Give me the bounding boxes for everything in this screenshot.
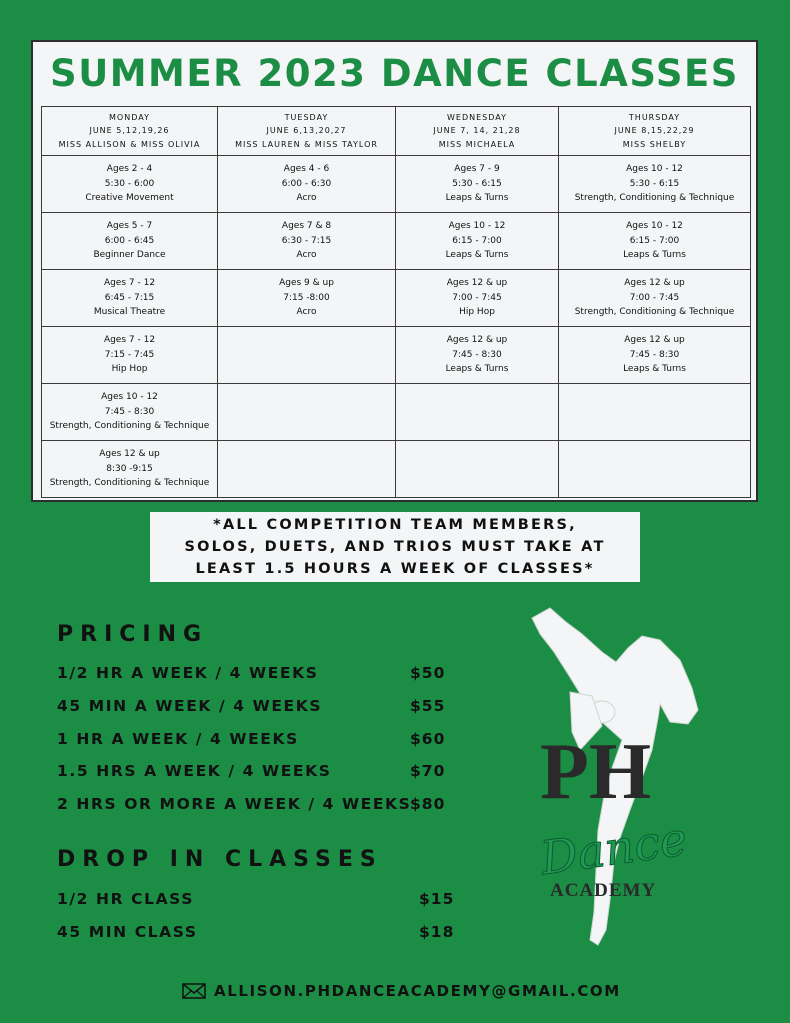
day-header-wednesday: WEDNESDAY JUNE 7, 14, 21,28 MISS MICHAELA: [396, 107, 559, 156]
contact-email[interactable]: ALLISON.PHDANCEACADEMY@GMAIL.COM: [214, 982, 621, 1000]
class-class: Hip Hop: [111, 364, 148, 375]
class-ages: Ages 12 & up: [99, 449, 160, 460]
class-time: 7:00 - 7:45: [452, 292, 502, 303]
class-cell: [42, 327, 218, 384]
day-header-tuesday: TUESDAY JUNE 6,13,20,27 MISS LAUREN & MISS TAYLOR: [218, 107, 396, 156]
class-time: 6:45 - 7:15: [104, 292, 155, 303]
class-time: 7:45 - 8:30: [452, 349, 502, 360]
class-time: 6:30 - 7:15: [281, 235, 332, 246]
price-amount: $80: [410, 795, 446, 813]
drop-in-label: 1/2 HR CLASS: [57, 890, 195, 908]
class-class: Leaps & Turns: [623, 364, 686, 375]
schedule-row: [42, 384, 751, 441]
class-class: Leaps & Turns: [623, 250, 686, 261]
price-amount: $55: [410, 697, 446, 715]
class-class: Hip Hop: [459, 307, 495, 318]
price-label: 1.5 HRS A WEEK / 4 WEEKS: [57, 762, 332, 780]
class-cell: [396, 213, 559, 270]
class-ages: Ages 10 - 12: [626, 221, 683, 232]
class-cell: [396, 441, 559, 498]
class-class: Strength, Conditioning & Technique: [574, 307, 735, 318]
class-ages: Ages 12 & up: [624, 335, 685, 346]
drop-in-price: $15: [419, 890, 455, 908]
class-time: 7:45 - 8:30: [104, 406, 155, 417]
price-label: 1/2 HR A WEEK / 4 WEEKS: [57, 664, 319, 682]
class-cell: [559, 327, 751, 384]
class-class: Leaps & Turns: [445, 364, 509, 375]
day-header-thursday: THURSDAY JUNE 8,15,22,29 MISS SHELBY: [559, 107, 751, 156]
class-cell: [218, 213, 396, 270]
class-class: Strength, Conditioning & Technique: [49, 421, 210, 432]
class-cell: [559, 156, 751, 213]
price-amount: $70: [410, 762, 446, 780]
class-time: 6:00 - 6:45: [104, 235, 155, 246]
class-ages: Ages 4 - 6: [283, 164, 330, 175]
drop-in-title: DROP IN CLASSES: [57, 847, 383, 872]
class-cell: [396, 384, 559, 441]
pricing-title: PRICING: [57, 622, 209, 647]
price-label: 45 MIN A WEEK / 4 WEEKS: [57, 697, 323, 715]
class-ages: Ages 10 - 12: [101, 392, 158, 403]
class-cell: [559, 441, 751, 498]
class-ages: Ages 2 - 4: [106, 164, 153, 175]
schedule-row: [42, 441, 751, 498]
price-label: 2 HRS OR MORE A WEEK / 4 WEEKS: [57, 795, 412, 813]
class-ages: Ages 7 - 12: [103, 278, 156, 289]
drop-in-label: 45 MIN CLASS: [57, 923, 198, 941]
class-time: 5:30 - 6:15: [452, 178, 502, 189]
class-ages: Ages 10 - 12: [448, 221, 506, 232]
class-cell: [42, 270, 218, 327]
class-time: 5:30 - 6:00: [104, 178, 155, 189]
price-label: 1 HR A WEEK / 4 WEEKS: [57, 730, 299, 748]
schedule-row: [42, 213, 751, 270]
class-cell: [559, 270, 751, 327]
class-time: 6:00 - 6:30: [281, 178, 332, 189]
class-ages: Ages 7 - 9: [454, 164, 500, 175]
schedule-row: [42, 270, 751, 327]
class-time: 8:30 -9:15: [106, 463, 153, 474]
class-ages: Ages 12 & up: [446, 278, 508, 289]
class-ages: Ages 5 - 7: [106, 221, 153, 232]
schedule-header-row: [42, 107, 751, 156]
schedule-card: [31, 40, 758, 502]
class-class: Acro: [296, 193, 317, 204]
class-class: Strength, Conditioning & Technique: [49, 478, 210, 489]
class-ages: Ages 7 & 8: [281, 221, 332, 232]
price-amount: $50: [410, 664, 446, 682]
logo-initials: PH: [540, 728, 652, 816]
class-class: Beginner Dance: [93, 250, 166, 261]
class-class: Creative Movement: [85, 193, 174, 204]
class-cell: [218, 327, 396, 384]
class-cell: [396, 156, 559, 213]
class-cell: [559, 384, 751, 441]
class-ages: Ages 7 - 12: [103, 335, 156, 346]
logo-script: Dance: [537, 811, 691, 886]
class-ages: Ages 12 & up: [624, 278, 685, 289]
drop-in-price: $18: [419, 923, 455, 941]
class-ages: Ages 10 - 12: [626, 164, 683, 175]
class-time: 6:15 - 7:00: [629, 235, 680, 246]
class-class: Musical Theatre: [93, 307, 166, 318]
ph-dance-academy-logo: [510, 600, 760, 955]
class-class: Leaps & Turns: [445, 250, 509, 261]
class-cell: [396, 327, 559, 384]
class-time: 6:15 - 7:00: [452, 235, 502, 246]
class-time: 7:15 - 7:45: [104, 349, 155, 360]
class-class: Acro: [296, 307, 317, 318]
class-cell: [218, 156, 396, 213]
class-time: 7:00 - 7:45: [629, 292, 680, 303]
class-cell: [218, 441, 396, 498]
class-cell: [218, 270, 396, 327]
logo-academy: ACADEMY: [550, 880, 657, 901]
class-cell: [42, 384, 218, 441]
schedule-row: [42, 327, 751, 384]
schedule-title: SUMMER 2023 DANCE CLASSES: [50, 52, 739, 95]
class-time: 7:15 -8:00: [283, 292, 330, 303]
envelope-icon: [182, 983, 206, 999]
competition-notice: *ALL COMPETITION TEAM MEMBERS, SOLOS, DUETS, AND TRIOS MUST TAKE AT LEAST 1.5 HOURS A WEEK OF CLASSES*: [150, 512, 640, 582]
class-cell: [42, 213, 218, 270]
schedule-table: [41, 106, 751, 498]
class-cell: [396, 270, 559, 327]
class-class: Acro: [296, 250, 317, 261]
contact-email-row: [182, 979, 621, 1003]
class-cell: [42, 156, 218, 213]
day-header-monday: MONDAY JUNE 5,12,19,26 MISS ALLISON & MISS OLIVIA: [42, 107, 218, 156]
class-class: Strength, Conditioning & Technique: [574, 193, 735, 204]
class-time: 5:30 - 6:15: [629, 178, 680, 189]
class-cell: [559, 213, 751, 270]
class-time: 7:45 - 8:30: [629, 349, 680, 360]
class-cell: [218, 384, 396, 441]
class-ages: Ages 9 & up: [279, 278, 334, 289]
schedule-row: [42, 156, 751, 213]
class-ages: Ages 12 & up: [446, 335, 508, 346]
price-amount: $60: [410, 730, 446, 748]
class-cell: [42, 441, 218, 498]
class-class: Leaps & Turns: [445, 193, 509, 204]
